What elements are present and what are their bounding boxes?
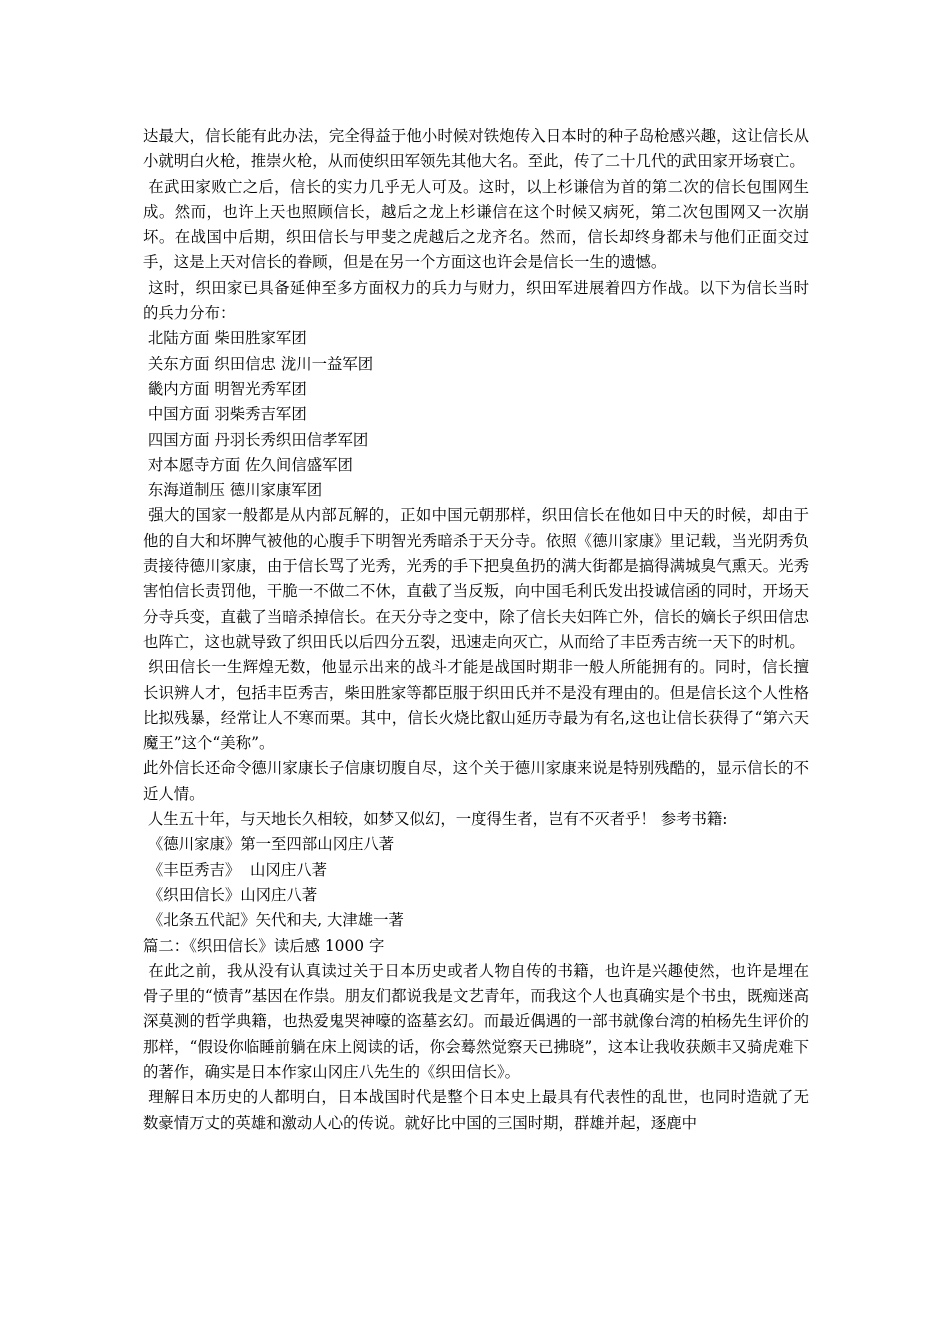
list-item: 关东方面 织田信忠 泷川一益军团 xyxy=(143,354,374,373)
paragraph-nobunaga-talent: 织田信长一生辉煌无数，他显示出来的战斗才能是战国时期非一般人所能拥有的。同时，信长擅长识辨人才，包括丰臣秀吉，柴田胜家等都臣服于织田氏并不是没有理由的。但是信长这个人性格比拟残暴，经常让人不寒而栗。其中，信长火烧比叡山延历寺最为有名,这也让信长获得了“第六天魔王”这个“美称”。 xyxy=(143,658,809,753)
reference-item: 《北条五代記》矢代和夫, 大津雄一著 xyxy=(143,911,404,930)
paragraph-atsumori-quote: 人生五十年，与天地长久相较，如梦又似幻，一度得生者，岂有不灭者乎！ 参考书籍: xyxy=(143,810,728,829)
paragraph-four-front-war: 这时，织田家已具备延伸至多方面权力的兵力与财力，织田军进展着四方作战。以下为信长当时的兵力分布： xyxy=(143,278,809,323)
paragraph-essay-intro: 在此之前，我从没有认真读过关于日本历史或者人物自传的书籍，也许是兴趣使然，也许是埋在骨子里的“愤青”基因在作祟。朋友们都说我是文艺青年，而我这个人也真确实是个书虫，既痴迷高深莫测的哲学典籍，也热爱鬼哭神嚎的盗墓玄幻。而最近偶遇的一部书就像台湾的柏杨先生评价的那样，“假设你临睡前躺在床上阅读的话，你会蓦然觉察天已拂晓”，这本让我收获颇丰又骑虎难下的著作，确实是日本作家山冈庄八先生的《织田信长》。 xyxy=(143,961,809,1081)
paragraph-takeda-decline: 达最大，信长能有此办法，完全得益于他小时候对铁炮传入日本时的种子岛枪感兴趣，这让信长从小就明白火枪，推崇火枪，从而使织田军领先其他大名。至此，传了二十几代的武田家开场衰亡。 xyxy=(143,127,809,171)
army-distribution-list xyxy=(143,326,809,503)
paragraph-honnoji-incident: 强大的国家一般都是从内部瓦解的，正如中国元朝那样，织田信长在他如日中天的时候，却由于他的自大和坏脾气被他的心腹手下明智光秀暗杀于天分寺。依照《德川家康》里记载，当光阴秀负责接待德川家康，由于信长骂了光秀，光秀的手下把臭鱼扔的满大街都是搞得满城臭气熏天。光秀害怕信长责罚他，干脆一不做二不休，直截了当反叛，向中国毛利氏发出投诚信函的同时，开场天分寺兵变，直截了当暗杀掉信长。在天分寺之变中，除了信长夫妇阵亡外，信长的嫡长子织田信忠也阵亡，这也就导致了织田氏以后四分五裂，迅速走向灭亡，从而给了丰臣秀吉统一天下的时机。 xyxy=(143,506,809,651)
paragraph-nobuyasu: 此外信长还命令德川家康长子信康切腹自尽，这个关于德川家康来说是特别残酷的，显示信长的不近人情。 xyxy=(143,759,809,803)
reference-item: 《织田信长》山冈庄八著 xyxy=(143,885,318,904)
section-heading: 篇二：《织田信长》读后感 1000 字 xyxy=(143,936,385,955)
list-item: 北陆方面 柴田胜家军团 xyxy=(143,329,307,348)
paragraph-sengoku-era: 理解日本历史的人都明白，日本战国时代是整个日本史上最具有代表性的乱世，也同时造就了无数豪情万丈的英雄和激动人心的传说。就好比中国的三国时期，群雄并起，逐鹿中 xyxy=(143,1088,809,1132)
list-item: 畿内方面 明智光秀军团 xyxy=(143,379,307,398)
list-item: 对本愿寺方面 佐久间信盛军团 xyxy=(143,455,353,474)
reference-item: 《德川家康》第一至四部山冈庄八著 xyxy=(143,835,395,854)
list-item: 东海道制压 德川家康军团 xyxy=(143,481,323,500)
reference-item: 《丰臣秀吉》 山冈庄八著 xyxy=(143,860,327,879)
list-item: 中国方面 羽柴秀吉军团 xyxy=(143,405,307,424)
paragraph-second-encirclement: 在武田家败亡之后，信长的实力几乎无人可及。这时，以上杉谦信为首的第二次的信长包围网生成。然而，也许上天也照顾信长，越后之龙上杉谦信在这个时候又病死，第二次包围网又一次崩坏。在战国中后期，织田信长与甲斐之虎越后之龙齐名。然而，信长却终身都未与他们正面交过手，这是上天对信长的眷顾，但是在另一个方面这也许会是信长一生的遗憾。 xyxy=(143,177,809,272)
list-item: 四国方面 丹羽长秀织田信孝军团 xyxy=(143,430,369,449)
document-page xyxy=(143,124,809,1136)
reference-list xyxy=(143,832,809,933)
